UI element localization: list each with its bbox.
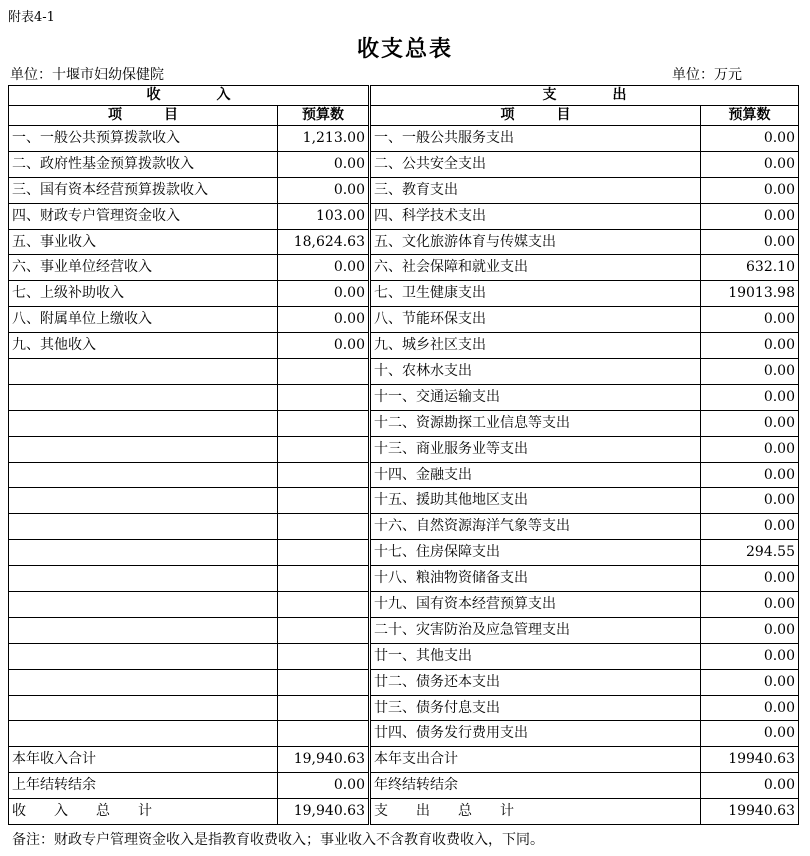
expense-amount: 19013.98: [701, 281, 799, 307]
income-item: [9, 721, 278, 747]
income-item: [9, 384, 278, 410]
expense-budget-header: 预算数: [701, 106, 799, 126]
expense-item: 廿二、债务还本支出: [370, 669, 701, 695]
income-item: 六、事业单位经营收入: [9, 255, 278, 281]
expense-amount: 0.00: [701, 436, 799, 462]
summary-expense-amount: 0.00: [701, 773, 799, 799]
summary-expense-label: 年终结转结余: [370, 773, 701, 799]
income-amount: [278, 592, 370, 618]
expense-amount: 0.00: [701, 514, 799, 540]
expense-amount: 0.00: [701, 333, 799, 359]
table-row: [9, 643, 799, 669]
expense-item: 二、公共安全支出: [370, 151, 701, 177]
expense-amount: 294.55: [701, 540, 799, 566]
expense-item: 十三、商业服务业等支出: [370, 436, 701, 462]
summary-income-label: 上年结转结余: [9, 773, 278, 799]
income-item: 七、上级补助收入: [9, 281, 278, 307]
income-amount: 0.00: [278, 281, 370, 307]
expense-amount: 0.00: [701, 643, 799, 669]
summary-income-amount: 0.00: [278, 773, 370, 799]
income-amount: 0.00: [278, 151, 370, 177]
income-item: [9, 359, 278, 385]
table-row: [9, 592, 799, 618]
expense-amount: 0.00: [701, 721, 799, 747]
expense-amount: 0.00: [701, 462, 799, 488]
table-row: [9, 488, 799, 514]
income-amount: [278, 384, 370, 410]
expense-amount: 0.00: [701, 566, 799, 592]
summary-row: [9, 799, 799, 825]
income-item: [9, 488, 278, 514]
table-row: [9, 436, 799, 462]
income-budget-header: 预算数: [278, 106, 370, 126]
group-header-row: [9, 86, 799, 106]
income-amount: [278, 410, 370, 436]
summary-expense-label: 支 出 总 计: [370, 799, 701, 825]
table-row: [9, 617, 799, 643]
expense-item: 八、节能环保支出: [370, 307, 701, 333]
table-row: [9, 307, 799, 333]
income-item: [9, 592, 278, 618]
income-item: [9, 540, 278, 566]
summary-expense-amount: 19940.63: [701, 799, 799, 825]
income-item: [9, 617, 278, 643]
unit-organization: 单位：十堰市妇幼保健院: [10, 67, 164, 83]
income-amount: 0.00: [278, 333, 370, 359]
footnote: 备注：财政专户管理资金收入是指教育收费收入；事业收入不含教育收费收入，下同。: [12, 832, 544, 848]
expense-amount: 0.00: [701, 669, 799, 695]
summary-expense-amount: 19940.63: [701, 747, 799, 773]
expense-item: 十、农林水支出: [370, 359, 701, 385]
expense-item: 廿三、债务付息支出: [370, 695, 701, 721]
income-item-header: 项 目: [9, 106, 278, 126]
table-row: [9, 151, 799, 177]
expense-item: 一、一般公共服务支出: [370, 126, 701, 152]
table-row: [9, 281, 799, 307]
table-row: [9, 566, 799, 592]
table-row: [9, 333, 799, 359]
income-amount: [278, 669, 370, 695]
unit-currency: 单位：万元: [672, 67, 742, 83]
income-amount: 103.00: [278, 203, 370, 229]
summary-income-amount: 19,940.63: [278, 747, 370, 773]
page-title: 收支总表: [356, 37, 453, 62]
expense-item: 九、城乡社区支出: [370, 333, 701, 359]
income-amount: [278, 514, 370, 540]
income-item: [9, 669, 278, 695]
expense-amount: 0.00: [701, 695, 799, 721]
summary-income-amount: 19,940.63: [278, 799, 370, 825]
expense-item: 十二、资源勘探工业信息等支出: [370, 410, 701, 436]
income-item: [9, 462, 278, 488]
table-row: [9, 462, 799, 488]
expense-amount: 0.00: [701, 359, 799, 385]
expense-amount: 0.00: [701, 488, 799, 514]
column-header-row: [9, 106, 799, 126]
expense-item: 三、教育支出: [370, 177, 701, 203]
table-row: [9, 359, 799, 385]
expense-item: 廿一、其他支出: [370, 643, 701, 669]
income-item: [9, 410, 278, 436]
income-amount: [278, 540, 370, 566]
income-expense-table: [8, 85, 799, 825]
income-group-header: 收 入: [9, 86, 370, 106]
income-item: [9, 566, 278, 592]
expense-amount: 0.00: [701, 126, 799, 152]
expense-item: 十七、住房保障支出: [370, 540, 701, 566]
income-amount: [278, 695, 370, 721]
expense-amount: 0.00: [701, 410, 799, 436]
expense-amount: 0.00: [701, 203, 799, 229]
income-item: [9, 514, 278, 540]
table-row: [9, 229, 799, 255]
income-amount: [278, 566, 370, 592]
expense-item: 六、社会保障和就业支出: [370, 255, 701, 281]
income-amount: 0.00: [278, 255, 370, 281]
summary-expense-label: 本年支出合计: [370, 747, 701, 773]
income-amount: [278, 643, 370, 669]
expense-item: 四、科学技术支出: [370, 203, 701, 229]
income-item: [9, 436, 278, 462]
expense-item: 十四、金融支出: [370, 462, 701, 488]
income-item: [9, 643, 278, 669]
summary-income-label: 本年收入合计: [9, 747, 278, 773]
table-row: [9, 384, 799, 410]
expense-amount: 632.10: [701, 255, 799, 281]
income-item: 二、政府性基金预算拨款收入: [9, 151, 278, 177]
income-item: 一、一般公共预算拨款收入: [9, 126, 278, 152]
expense-item: 十九、国有资本经营预算支出: [370, 592, 701, 618]
expense-amount: 0.00: [701, 384, 799, 410]
income-item: 五、事业收入: [9, 229, 278, 255]
expense-item: 十八、粮油物资储备支出: [370, 566, 701, 592]
expense-item: 十六、自然资源海洋气象等支出: [370, 514, 701, 540]
summary-row: [9, 773, 799, 799]
income-item: 三、国有资本经营预算拨款收入: [9, 177, 278, 203]
expense-item: 五、文化旅游体育与传媒支出: [370, 229, 701, 255]
table-row: [9, 126, 799, 152]
income-amount: [278, 721, 370, 747]
expense-item: 十一、交通运输支出: [370, 384, 701, 410]
attachment-label: 附表4-1: [8, 10, 55, 25]
income-amount: [278, 462, 370, 488]
expense-group-header: 支 出: [370, 86, 799, 106]
expense-item: 十五、援助其他地区支出: [370, 488, 701, 514]
expense-amount: 0.00: [701, 617, 799, 643]
expense-amount: 0.00: [701, 307, 799, 333]
income-amount: 18,624.63: [278, 229, 370, 255]
income-amount: [278, 488, 370, 514]
table-row: [9, 203, 799, 229]
income-item: 八、附属单位上缴收入: [9, 307, 278, 333]
expense-amount: 0.00: [701, 177, 799, 203]
income-amount: 0.00: [278, 307, 370, 333]
income-item: [9, 695, 278, 721]
table-row: [9, 255, 799, 281]
summary-row: [9, 747, 799, 773]
table-row: [9, 669, 799, 695]
table-row: [9, 177, 799, 203]
expense-item: 七、卫生健康支出: [370, 281, 701, 307]
income-item: 四、财政专户管理资金收入: [9, 203, 278, 229]
income-amount: 0.00: [278, 177, 370, 203]
expense-item-header: 项 目: [370, 106, 701, 126]
income-amount: [278, 617, 370, 643]
table-row: [9, 721, 799, 747]
expense-item: 廿四、债务发行费用支出: [370, 721, 701, 747]
income-amount: 1,213.00: [278, 126, 370, 152]
table-row: [9, 410, 799, 436]
income-amount: [278, 359, 370, 385]
expense-item: 二十、灾害防治及应急管理支出: [370, 617, 701, 643]
expense-amount: 0.00: [701, 229, 799, 255]
table-row: [9, 695, 799, 721]
expense-amount: 0.00: [701, 151, 799, 177]
income-amount: [278, 436, 370, 462]
summary-income-label: 收 入 总 计: [9, 799, 278, 825]
expense-amount: 0.00: [701, 592, 799, 618]
table-row: [9, 514, 799, 540]
table-row: [9, 540, 799, 566]
income-item: 九、其他收入: [9, 333, 278, 359]
